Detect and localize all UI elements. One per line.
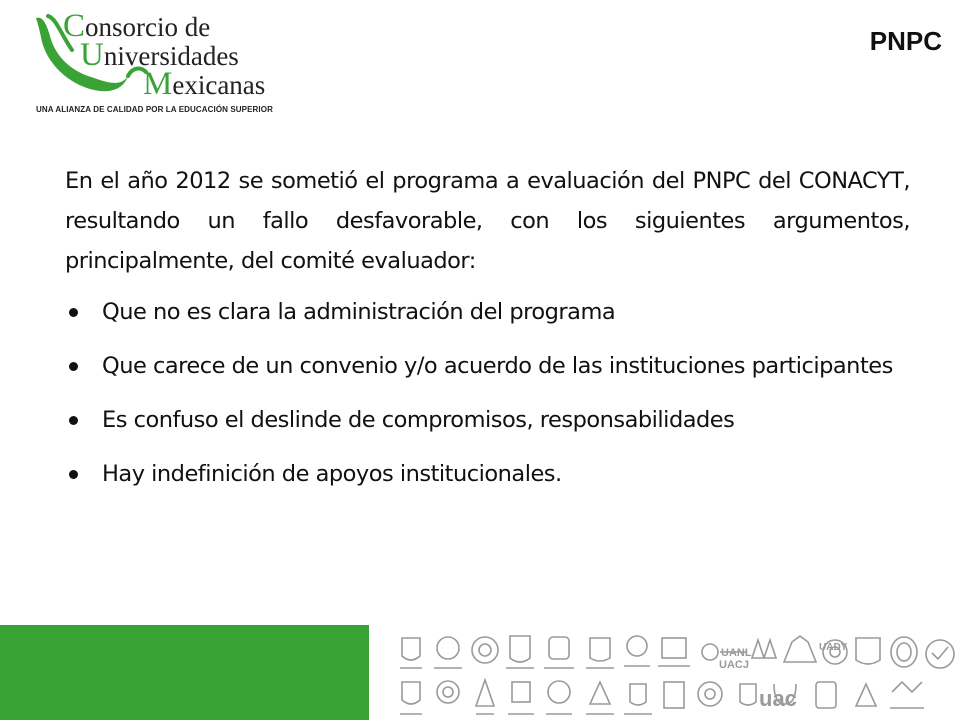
argument-list bbox=[65, 293, 910, 493]
pnpc-badge: PNPC bbox=[869, 26, 942, 56]
list-item: Es confuso el deslinde de compromisos, responsabilidades bbox=[65, 401, 910, 439]
logo-line-3: Mexicanas bbox=[143, 66, 266, 102]
list-item: Que no es clara la administración del programa bbox=[65, 293, 910, 331]
list-item: Hay indefinición de apoyos institucionales. bbox=[65, 455, 910, 493]
slide-content bbox=[65, 161, 910, 509]
uac-logo-label: uac bbox=[759, 686, 797, 711]
logo-tagline: UNA ALIANZA DE CALIDAD POR LA EDUCACIÓN SUPERIOR bbox=[36, 105, 273, 114]
uanl-logo-label: UANL bbox=[721, 647, 752, 659]
university-logos-strip bbox=[392, 628, 960, 720]
intro-paragraph: En el año 2012 se sometió el programa a evaluación del PNPC del CONACYT, resultando un fallo desfavorable, con los siguientes argumentos, principalmente, del comité evaluador: bbox=[65, 168, 910, 274]
logo-line-1: Consorcio de bbox=[63, 8, 211, 44]
uacj-logo-label: UACJ bbox=[719, 659, 749, 671]
bullet-icon bbox=[69, 470, 78, 479]
bullet-icon bbox=[69, 362, 78, 371]
list-item: Que carece de un convenio y/o acuerdo de las instituciones participantes bbox=[65, 347, 910, 385]
green-footer-band bbox=[0, 625, 369, 720]
bullet-icon bbox=[69, 416, 78, 425]
uady-logo-label: UADY bbox=[819, 642, 848, 653]
logo-line-2: Universidades bbox=[80, 37, 239, 73]
consortium-logo bbox=[28, 6, 298, 118]
bullet-icon bbox=[69, 308, 78, 317]
